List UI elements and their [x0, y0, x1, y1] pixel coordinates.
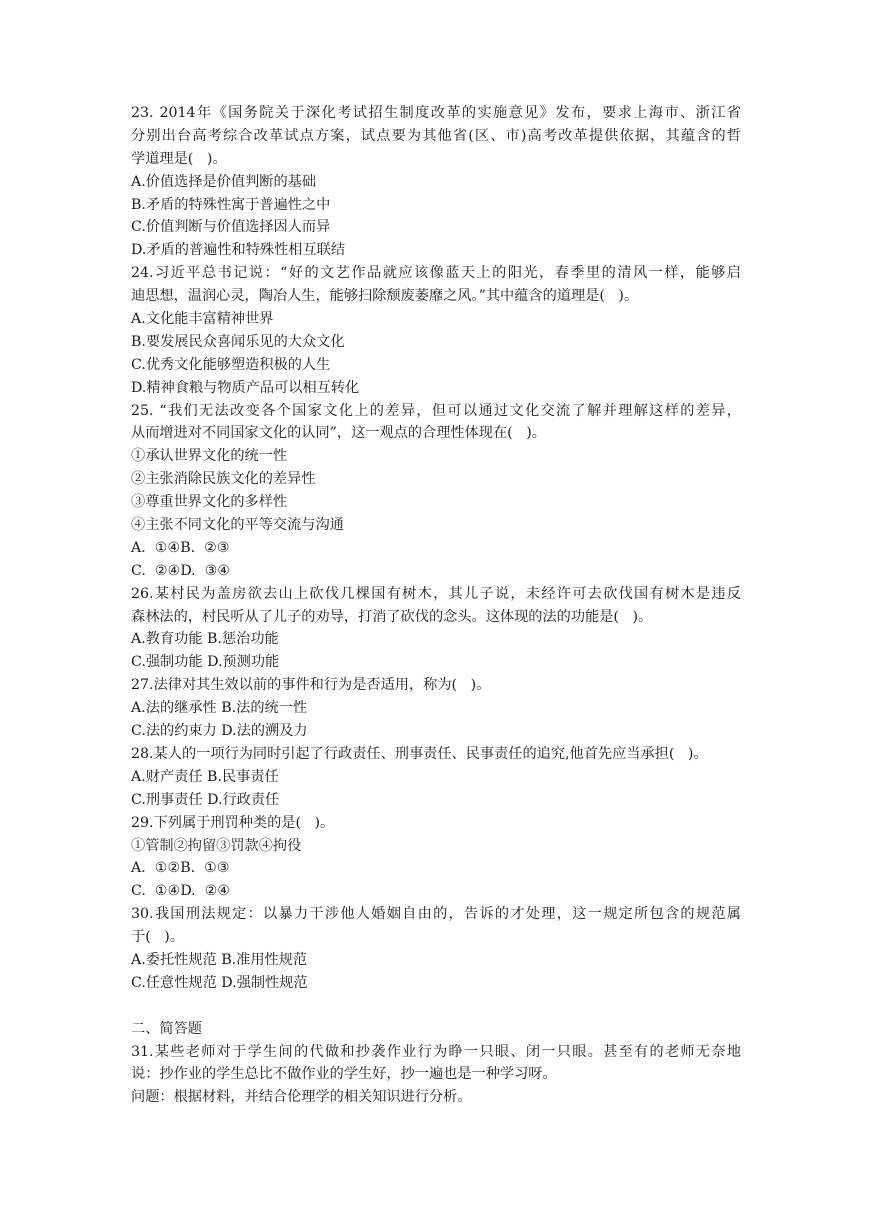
question-stem-line: 30.我国刑法规定：以暴力干涉他人婚姻自由的，告诉的才处理，这一规定所包含的规范属: [131, 906, 741, 923]
statement-item: ④主张不同文化的平等交流与沟通: [131, 517, 344, 534]
question-25: [131, 400, 741, 583]
option-d: D.矛盾的普遍性和特殊性相互联结: [131, 242, 346, 259]
option-row-ab: A.财产责任 B.民事责任: [131, 768, 279, 785]
question-stem-line: 分别出台高考综合改革试点方案，试点要为其他省(区、市)高考改革提供依据，其蕴含的哲: [131, 127, 741, 144]
option-row-cd: C.法的约束力 D.法的溯及力: [131, 723, 308, 740]
option-row-ab: A.法的继承性 B.法的统一性: [131, 700, 308, 717]
statement-item: ③尊重世界文化的多样性: [131, 494, 288, 511]
question-stem-line: 28.某人的一项行为同时引起了行政责任、刑事责任、民事责任的追究,他首先应当承担( )。: [131, 745, 708, 762]
question-stem-line: 学道理是( )。: [131, 150, 227, 167]
question-stem-line: 24.习近平总书记说：“好的文艺作品就应该像蓝天上的阳光，春季里的清风一样，能够启: [131, 265, 741, 282]
option-a: A.文化能丰富精神世界: [131, 311, 274, 328]
statement-item: ①管制②拘留③罚款④拘役: [131, 837, 302, 854]
section-short-answer: [131, 1018, 741, 1110]
question-stem-line: 于( )。: [131, 929, 184, 946]
option-a: A.价值选择是价值判断的基础: [131, 173, 317, 190]
option-row-cd: C. ②④D. ③④: [131, 562, 231, 579]
question-stem-line: 迪思想，温润心灵，陶冶人生，能够扫除颓废萎靡之风。”其中蕴含的道理是( )。: [131, 288, 639, 305]
question-27: [131, 674, 741, 743]
option-row-cd: C.强制功能 D.预测功能: [131, 654, 280, 671]
option-row-ab: A.教育功能 B.惩治功能: [131, 631, 279, 648]
question-stem-line: 说：抄作业的学生总比不做作业的学生好，抄一遍也是一种学习呀。: [131, 1066, 557, 1083]
section-spacer: [131, 995, 741, 1018]
option-c: C.优秀文化能够塑造积极的人生: [131, 356, 331, 373]
question-stem-line: 26.某村民为盖房欲去山上砍伐几棵国有树木，其儿子说，未经许可去砍伐国有树木是违反: [131, 585, 741, 602]
question-stem-line: 29.下列属于刑罚种类的是( )。: [131, 814, 335, 831]
option-c: C.价值判断与价值选择因人而异: [131, 219, 331, 236]
option-row-ab: A. ①②B. ①③: [131, 860, 230, 877]
question-stem-line: 23. 2014年《国务院关于深化考试招生制度改革的实施意见》发布，要求上海市、浙江省: [131, 105, 741, 121]
statement-item: ①承认世界文化的统一性: [131, 448, 288, 465]
question-stem-line: 27.法律对其生效以前的事件和行为是否适用，称为( )。: [131, 677, 491, 694]
exam-page: [131, 102, 741, 1109]
option-b: B.要发展民众喜闻乐见的大众文化: [131, 333, 345, 350]
option-d: D.精神食粮与物质产品可以相互转化: [131, 379, 360, 396]
question-stem-line: 从而增进对不同国家文化的认同”，这一观点的合理性体现在( )。: [131, 425, 546, 442]
question-28: [131, 743, 741, 812]
option-row-cd: C.刑事责任 D.行政责任: [131, 791, 280, 808]
section-heading: 二、简答题: [131, 1020, 202, 1037]
option-row-ab: A.委托性规范 B.准用性规范: [131, 951, 308, 968]
option-row-ab: A. ①④B. ②③: [131, 539, 230, 556]
statement-item: ②主张消除民族文化的差异性: [131, 471, 316, 488]
question-stem-line: 森林法的，村民听从了儿子的劝导，打消了砍伐的念头。这体现的法的功能是( )。: [131, 608, 653, 625]
question-23: [131, 102, 741, 262]
question-stem-line: 25. “我们无法改变各个国家文化上的差异，但可以通过文化交流了解并理解这样的差异，: [131, 402, 741, 419]
option-b: B.矛盾的特殊性寓于普遍性之中: [131, 196, 331, 213]
question-30: [131, 903, 741, 995]
question-29: [131, 812, 741, 904]
question-stem-line: 31.某些老师对于学生间的代做和抄袭作业行为睁一只眼、闭一只眼。甚至有的老师无奈地: [131, 1043, 741, 1060]
option-row-cd: C.任意性规范 D.强制性规范: [131, 974, 308, 991]
question-26: [131, 583, 741, 675]
question-24: [131, 262, 741, 399]
option-row-cd: C. ①④D. ②④: [131, 883, 231, 900]
question-task: 问题：根据材料，并结合伦理学的相关知识进行分析。: [131, 1089, 472, 1106]
